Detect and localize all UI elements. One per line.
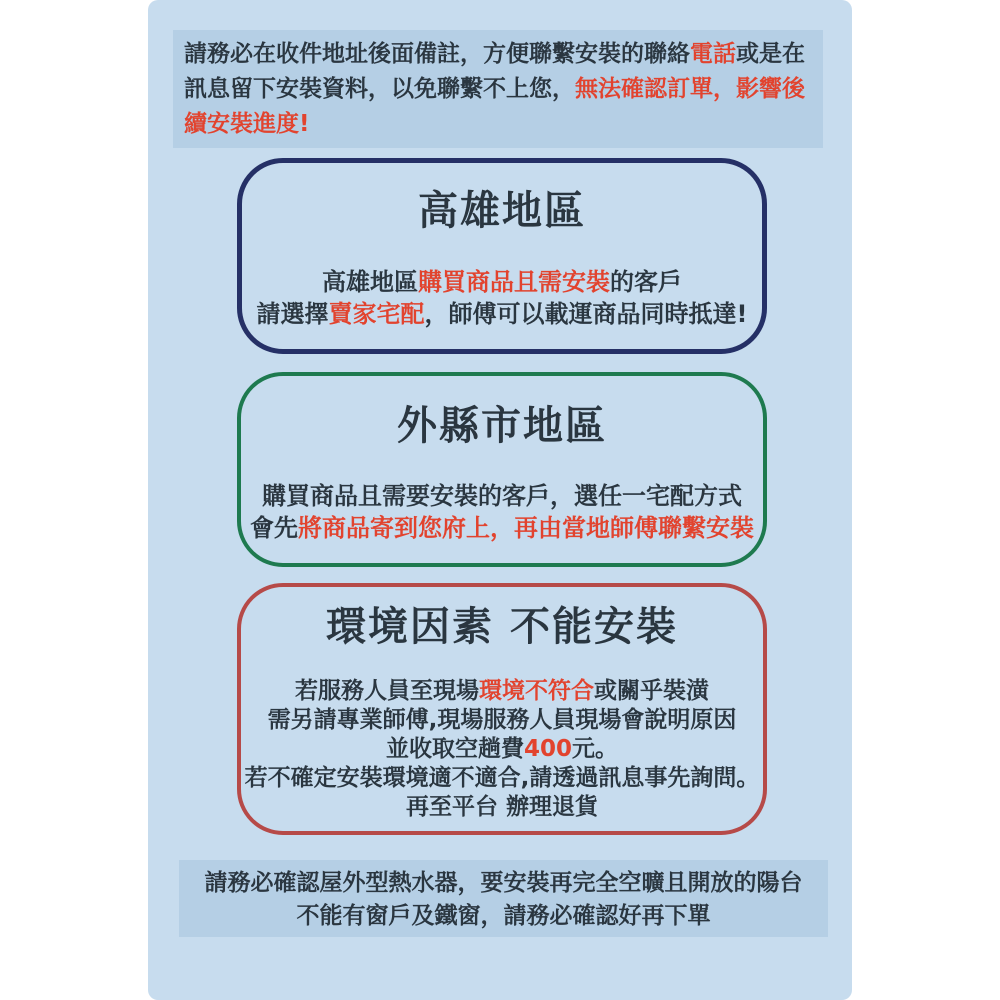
box-kaohsiung-area: [237, 158, 767, 354]
box-title-kaohsiung: 高雄地區: [418, 188, 586, 234]
box-body-other-counties: [241, 480, 763, 544]
text-line: [241, 735, 763, 764]
text-segment: 若不確定安裝環境適不適合,請透過訊息事先詢問。: [244, 765, 760, 791]
text-segment: 元。: [572, 736, 618, 762]
box-title-environment: 環境因素 不能安裝: [326, 604, 678, 650]
text-segment: 並收取空趟費: [385, 736, 524, 762]
text-segment: 環境不符合: [479, 678, 594, 704]
text-segment: 無法確認訂單，影響後續安裝進度!: [184, 76, 805, 137]
text-line: [241, 764, 763, 793]
text-segment: 若服務人員至現場: [295, 678, 479, 704]
text-segment: 請選擇: [256, 300, 329, 328]
text-line: [241, 512, 763, 544]
text-segment: 購買商品且需要安裝的客戶，選任一宅配方式: [262, 482, 742, 510]
text-line: [241, 706, 763, 735]
text-segment: 400: [523, 736, 572, 762]
box-title-other-counties: 外縣市地區: [397, 403, 607, 449]
box-other-counties: [237, 372, 767, 567]
text-line: [242, 298, 762, 330]
text-segment: 會先: [250, 514, 298, 542]
box-body-kaohsiung: [242, 266, 762, 330]
text-segment: 將商品寄到您府上，再由當地師傅聯繫安裝: [298, 514, 754, 542]
text-line: [242, 266, 762, 298]
text-line: [241, 480, 763, 512]
bottom-notice: [179, 860, 828, 937]
text-segment: 賣家宅配: [328, 300, 425, 328]
text-segment: 高雄地區: [322, 268, 418, 296]
text-segment: 或關乎裝潢: [594, 678, 709, 704]
bottom-notice-line-1: 請務必確認屋外型熱水器，要安裝再完全空曠且開放的陽台: [204, 870, 803, 896]
bottom-notice-line-2: 不能有窗戶及鐵窗，請務必確認好再下單: [296, 903, 711, 929]
text-segment: 需另請專業師傅,現場服務人員現場會說明原因: [267, 707, 737, 733]
text-segment: 再至平台 辦理退貨: [405, 794, 598, 820]
text-line: [241, 677, 763, 706]
text-segment: 的客戶: [610, 268, 682, 296]
text-line: [241, 793, 763, 822]
blue-panel: [148, 0, 852, 1000]
top-notice-text: [184, 37, 812, 142]
box-body-environment: [241, 677, 763, 822]
top-notice: [173, 30, 823, 148]
text-segment: 電話: [690, 41, 736, 67]
text-segment: 購買商品且需安裝: [418, 268, 610, 296]
box-environment-cannot-install: [237, 583, 767, 835]
text-segment: ，師傅可以載運商品同時抵達!: [424, 300, 748, 328]
text-segment: 請務必在收件地址後面備註，方便聯繫安裝的聯絡: [184, 41, 690, 67]
text-segment: 或是在訊息留下安裝資料，以免聯繫不上您，: [184, 41, 805, 102]
